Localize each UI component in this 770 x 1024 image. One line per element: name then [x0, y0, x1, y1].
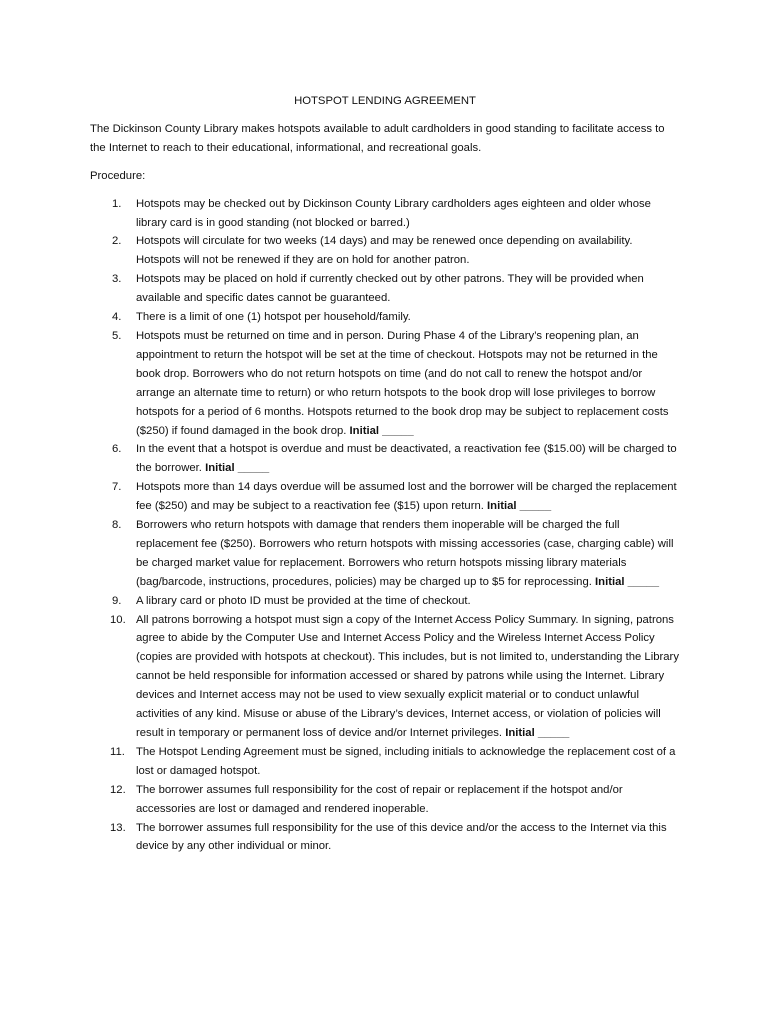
list-item	[90, 592, 680, 611]
item-text: Hotspots may be checked out by Dickinson County Library cardholders ages eighteen and older whose library card is in good standing (not blocked or barred.)	[136, 197, 651, 229]
item-text: Borrowers who return hotspots with damage that renders them inoperable will be charged the full replacement fee ($250). Borrowers who return hotspots with missing accessories (case, charging cable) will be charged market value for replacement. Borrowers who return hotspots missing library materials (bag/barcode, instructions, procedures, policies) may be charged up to $5 for reprocessing.	[136, 519, 674, 588]
item-text: Hotspots must be returned on time and in person. During Phase 4 of the Library’s reopening plan, an appointment to return the hotspot will be set at the time of checkout. Hotspots may not be returned in the book drop. Borrowers who do not return hotspots on time (and do not call to renew the hotspot and/or arrange an alternate time to return) or who return hotspots to the book drop will lose privileges to borrow hotspots for a period of 6 months. Hotspots returned to the book drop may be subject to replacement costs ($250) if found damaged in the book drop.	[136, 329, 669, 437]
initial-field[interactable]: Initial _____	[205, 462, 270, 475]
item-text: In the event that a hotspot is overdue and must be deactivated, a reactivation fee ($15.00) will be charged to the borrower.	[136, 443, 677, 475]
item-number: 10.	[110, 613, 126, 626]
item-text: Hotspots may be placed on hold if currently checked out by other patrons. They will be provided when available and specific dates cannot be guaranteed.	[136, 273, 644, 305]
item-number: 7.	[112, 481, 122, 494]
list-item	[90, 195, 680, 233]
list-item	[90, 743, 680, 781]
initial-field[interactable]: Initial _____	[505, 727, 570, 739]
document-title: HOTSPOT LENDING AGREEMENT	[294, 95, 476, 107]
item-number: 8.	[112, 519, 122, 532]
list-item	[90, 516, 680, 592]
item-number: 1.	[112, 197, 122, 210]
item-number: 2.	[112, 235, 122, 248]
item-text: All patrons borrowing a hotspot must sign a copy of the Internet Access Policy Summary. In signing, patrons agree to abide by the Computer Use and Internet Access Policy and the Wireless Internet Access Policy (copies are provided with hotspots at checkout). This includes, but is not limited to, understanding the Library cannot be held responsible for information accessed or shared by patrons while using the Internet. Library devices and Internet access may not be used to view sexually explicit material or to conduct unlawful activities of any kind. Misuse or abuse of the Library’s devices, Internet access, or violation of policies will result in temporary or permanent loss of device and/or Internet privileges.	[136, 613, 679, 739]
list-item	[90, 781, 680, 819]
initial-field[interactable]: Initial _____	[349, 424, 414, 437]
list-item	[90, 232, 680, 270]
item-text: The borrower assumes full responsibility for the cost of repair or replacement if the hotspot and/or accessories are lost or damaged and rendered inoperable.	[136, 783, 623, 815]
procedure-list	[90, 195, 680, 857]
item-text: Hotspots more than 14 days overdue will be assumed lost and the borrower will be charged the replacement fee ($250) and may be subject to a reactivation fee ($15) upon return.	[136, 481, 677, 513]
item-text: A library card or photo ID must be provided at the time of checkout.	[136, 594, 471, 607]
list-item	[90, 270, 680, 308]
initial-field[interactable]: Initial _____	[595, 575, 660, 588]
item-text: Hotspots will circulate for two weeks (14 days) and may be renewed once depending on availability. Hotspots will not be renewed if they are on hold for another patron.	[136, 235, 633, 267]
item-number: 5.	[112, 329, 122, 342]
item-text: The Hotspot Lending Agreement must be signed, including initials to acknowledge the replacement cost of a lost or damaged hotspot.	[136, 745, 676, 777]
item-number: 9.	[112, 594, 122, 607]
item-number: 12.	[110, 783, 126, 796]
list-item	[90, 440, 680, 478]
item-number: 11.	[110, 745, 125, 758]
item-text: There is a limit of one (1) hotspot per household/family.	[136, 311, 411, 324]
item-text: The borrower assumes full responsibility for the use of this device and/or the access to the Internet via this device by any other individual or minor.	[136, 821, 667, 853]
intro-paragraph: The Dickinson County Library makes hotspots available to adult cardholders in good standing to facilitate access to the Internet to reach to their educational, informational, and recreational goals.	[90, 122, 665, 154]
list-item	[90, 478, 680, 516]
item-number: 3.	[112, 273, 122, 286]
list-item	[90, 327, 680, 440]
item-number: 4.	[112, 311, 122, 324]
list-item	[90, 819, 680, 857]
list-item	[90, 308, 680, 327]
initial-field[interactable]: Initial _____	[487, 500, 552, 513]
document-page	[90, 92, 680, 856]
item-number: 6.	[112, 443, 122, 456]
list-item	[90, 611, 680, 743]
item-number: 13.	[110, 821, 126, 834]
procedure-heading: Procedure:	[90, 169, 146, 182]
